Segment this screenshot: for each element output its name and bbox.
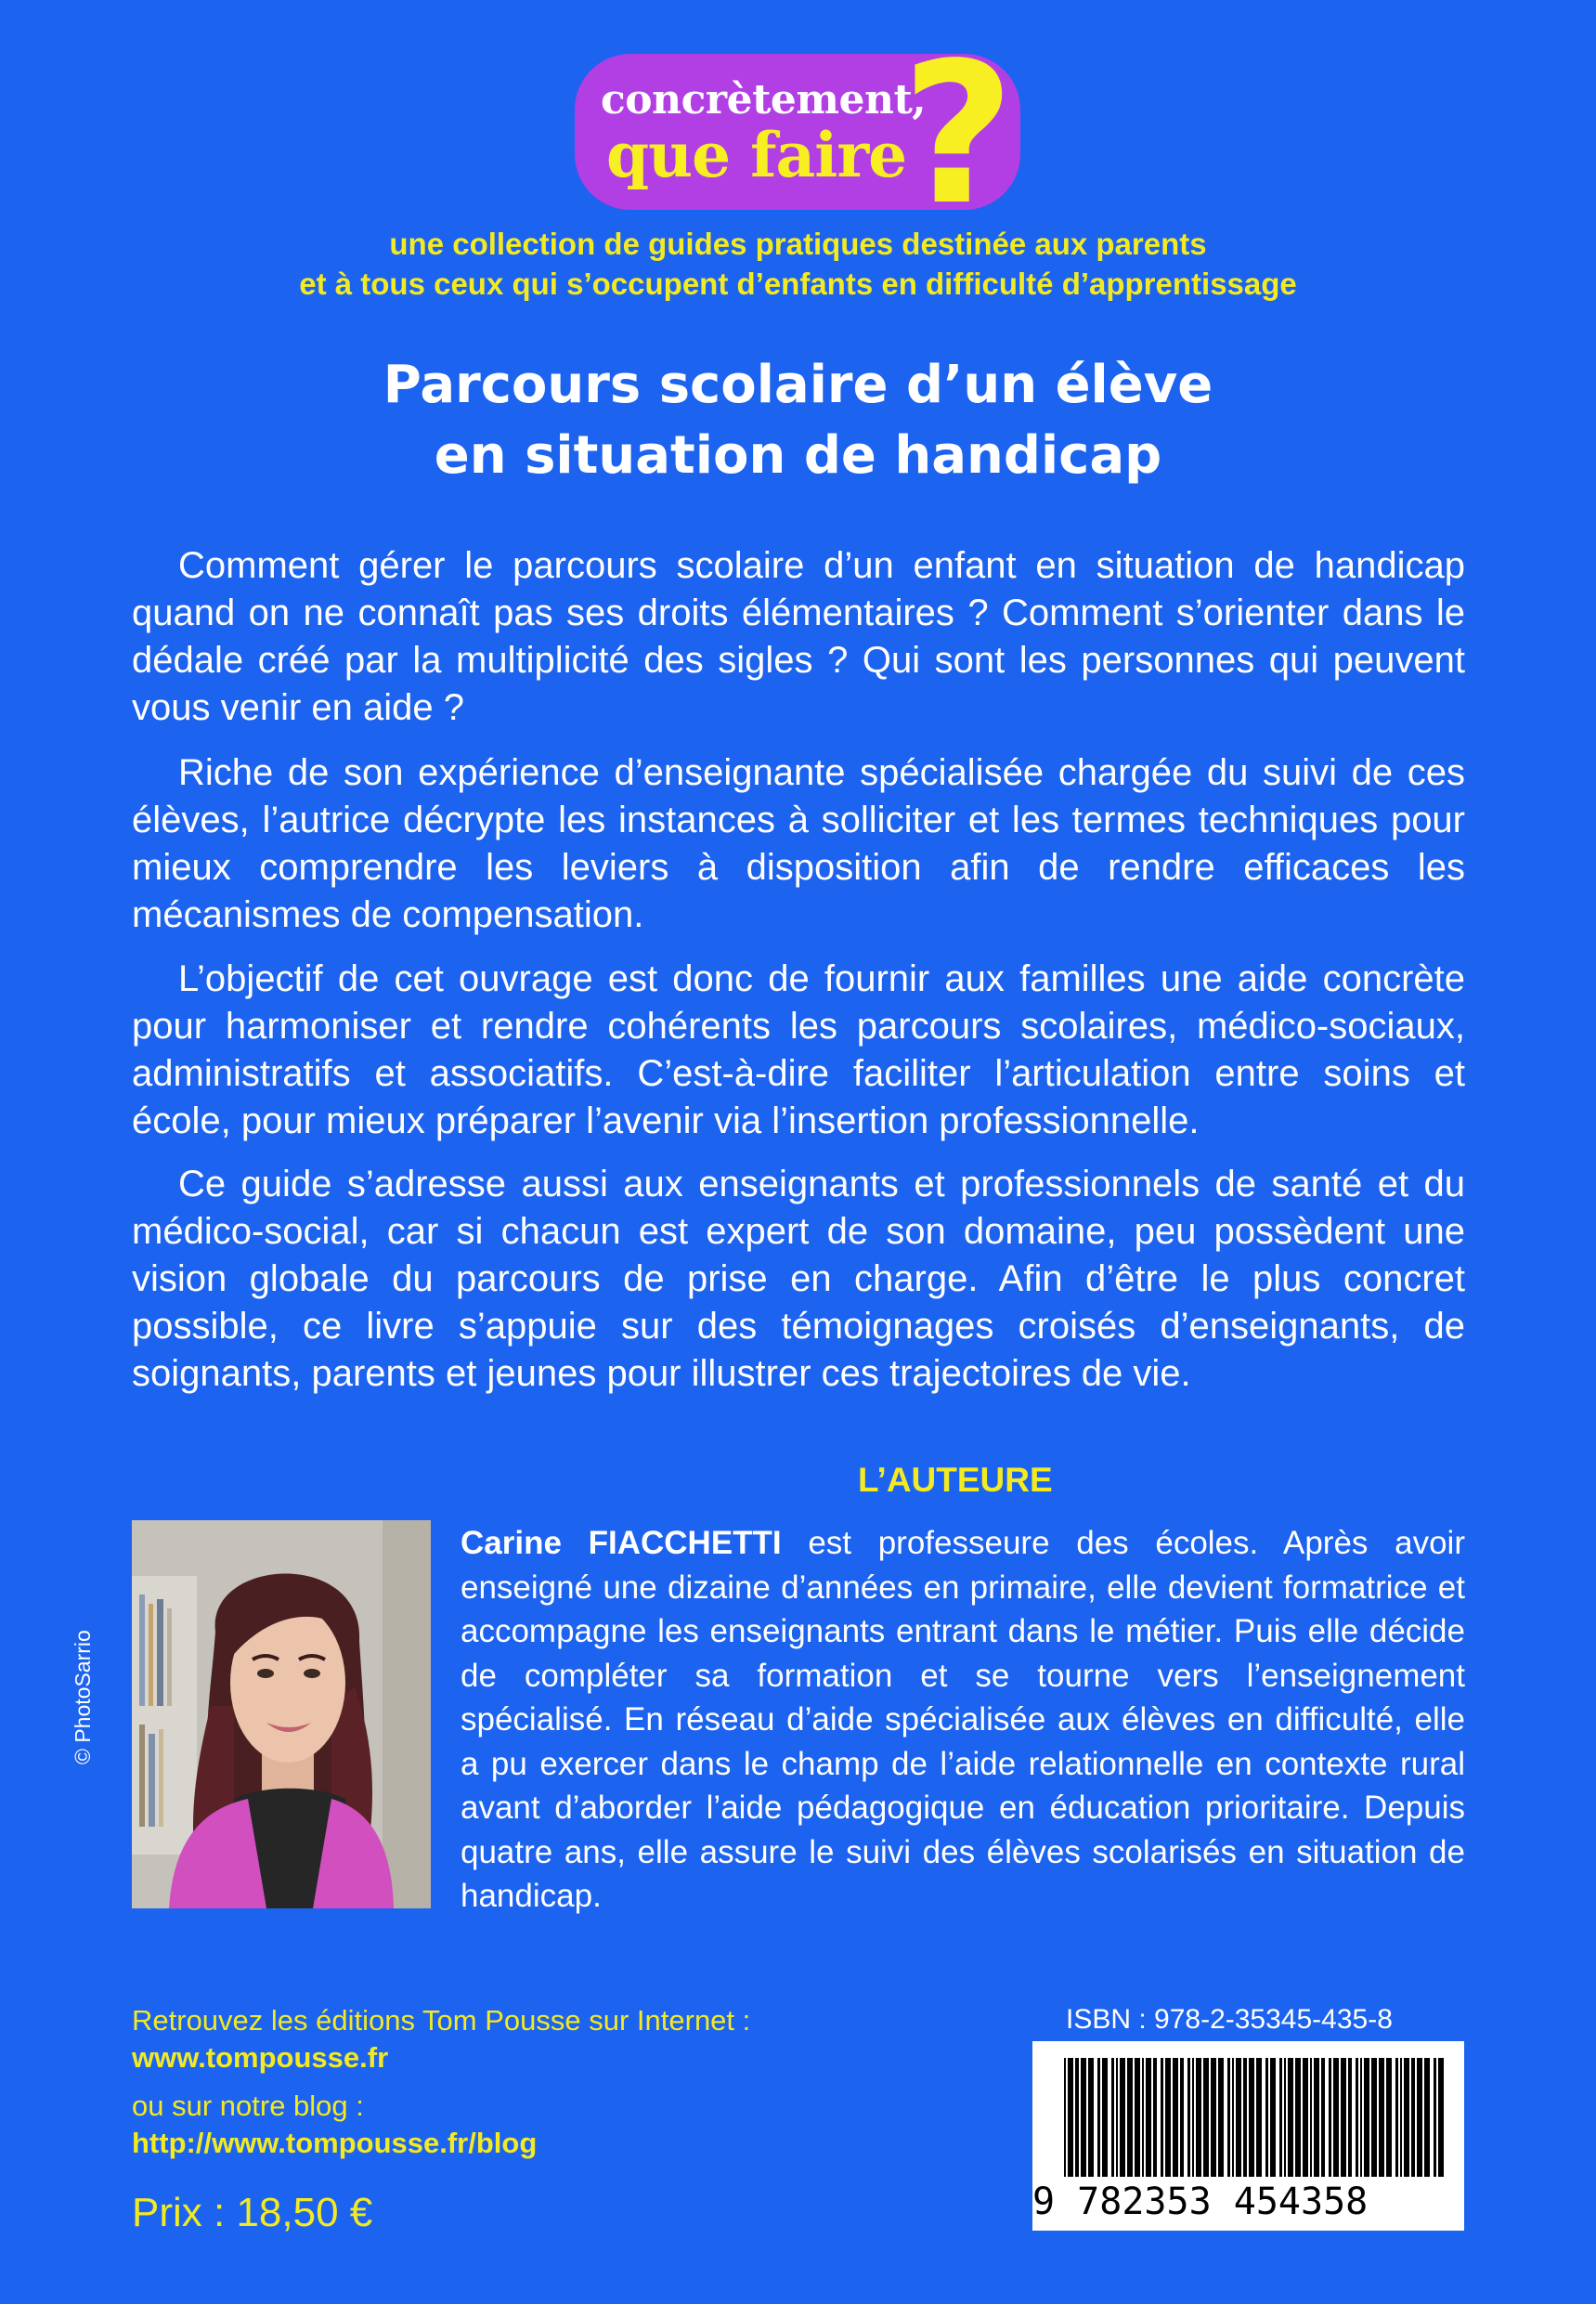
barcode-bar (1146, 2058, 1151, 2177)
barcode-bar (1295, 2058, 1301, 2177)
barcode-bar (1400, 2058, 1402, 2177)
barcode-bar (1142, 2058, 1144, 2177)
barcode-bar (1395, 2058, 1398, 2177)
barcode-bar (1341, 2058, 1346, 2177)
barcode-bars (1032, 2041, 1464, 2180)
blog-label: ou sur notre blog : (132, 2089, 364, 2122)
barcode-bar (1404, 2058, 1409, 2177)
barcode-bar (1236, 2058, 1241, 2177)
barcode-bar (1192, 2058, 1194, 2177)
barcode-bar (1102, 2058, 1108, 2177)
price: Prix : 18,50 € (132, 2190, 373, 2235)
barcode-bar (1310, 2058, 1312, 2177)
summary-paragraph-4: Ce guide s’adresse aussi aux enseignants et professionnels de santé et du médico-social, car si chacun est expert de son domaine, peu possèdent une vision globale du parcours de prise en charge. Afin d’être le plus concret possible, ce livre s’appuie sur des témoignages croisés d’enseignants, de soignants, parents et jeunes pour illustrer ces trajectoires de vie. (132, 1164, 1465, 1394)
book-title-line-1: Parcours scolaire d’un élève (383, 355, 1213, 415)
internet-label: Retrouvez les éditions Tom Pousse sur Internet : (132, 2004, 751, 2037)
barcode-bar (1329, 2058, 1331, 2177)
logo-line-1: concrètement, (601, 76, 927, 124)
barcode-bar (1161, 2058, 1163, 2177)
barcode-bar (1088, 2058, 1094, 2177)
author-name: Carine FIACCHETTI (461, 1525, 782, 1561)
barcode-bar (1360, 2058, 1362, 2177)
barcode-bar (1127, 2058, 1133, 2177)
barcode-bar (1371, 2058, 1377, 2177)
barcode-bar (1270, 2058, 1276, 2177)
barcode-bar (1068, 2058, 1073, 2177)
barcode-bar (1081, 2058, 1086, 2177)
barcode-bar (1180, 2058, 1184, 2177)
barcode-bar (1227, 2058, 1230, 2177)
barcode-bar (1153, 2058, 1157, 2177)
barcode-bar (1386, 2058, 1392, 2177)
collection-tagline-line-2: et à tous ceux qui s’occupent d’enfants en difficulté d’apprentissage (299, 267, 1297, 301)
summary-paragraph-3: L’objectif de cet ouvrage est donc de fournir aux familles une aide concrète pour harmoniser et rendre cohérents les parcours scolaires, médico-sociaux, administratifs et associatifs. C’est-à-dire faciliter l’articulation entre soins et école, pour mieux préparer l’avenir via l’insertion professionnelle. (132, 958, 1465, 1141)
barcode-bar (1424, 2058, 1430, 2177)
barcode-bar (1256, 2058, 1262, 2177)
barcode-bar (1348, 2058, 1352, 2177)
barcode-bar (1249, 2058, 1254, 2177)
barcode-bar (1232, 2058, 1234, 2177)
logo-line-2: que faire (606, 119, 907, 191)
barcode-bar (1265, 2058, 1268, 2177)
barcode-bar (1075, 2058, 1079, 2177)
barcode-bar (1196, 2058, 1201, 2177)
barcode-bar (1411, 2058, 1415, 2177)
barcode-bar (1203, 2058, 1209, 2177)
question-mark-icon: ? (902, 20, 1015, 248)
barcode-bar (1173, 2058, 1178, 2177)
barcode-bar (1288, 2058, 1293, 2177)
blog-link[interactable]: http://www.tompousse.fr/blog (132, 2127, 538, 2159)
barcode-bar (1116, 2058, 1118, 2177)
barcode-bar (1438, 2058, 1444, 2177)
author-bio (461, 1521, 1465, 1919)
collection-tagline-line-1: une collection de guides pratiques destinée aux parents (389, 227, 1207, 261)
photo-credit: © PhotoSarrio (71, 1630, 95, 1764)
barcode-bar (1218, 2058, 1224, 2177)
author-bio-text: est professeure des écoles. Après avoir enseigné une dizaine d’années en primaire, elle devient formatrice et accompagne les enseignants entrant dans le métier. Puis elle décide de compléter sa formation et se tourne vers l’enseignement spécialisé. En réseau d’aide spécialisée aux élèves en difficulté, elle a pu exercer dans le champ de l’aide relationnelle en contexte rural avant d’aborder l’aide pédagogique en éducation prioritaire. Depuis quatre ans, elle assure le suivi des élèves scolarisés en situation de handicap. (461, 1525, 1465, 1914)
barcode (1032, 2041, 1464, 2231)
barcode-bar (1333, 2058, 1339, 2177)
barcode-bar (1097, 2058, 1100, 2177)
author-photo (132, 1520, 431, 1908)
barcode-bar (1379, 2058, 1384, 2177)
author-heading: L’AUTEURE (858, 1461, 1053, 1499)
barcode-digits: 9 782353 454358 (1032, 2180, 1369, 2223)
summary-paragraph-1: Comment gérer le parcours scolaire d’un enfant en situation de handicap quand on ne connaît pas ses droits élémentaires ? Comment s’orienter dans le dédale créé par la multiplicité des sigles ? Qui sont les personnes qui peuvent vous venir en aide ? (132, 545, 1465, 728)
website-link[interactable]: www.tompousse.fr (132, 2041, 389, 2074)
collection-logo (575, 20, 1020, 248)
barcode-bar (1434, 2058, 1436, 2177)
barcode-bar (1243, 2058, 1247, 2177)
barcode-bar (1135, 2058, 1140, 2177)
book-title-line-2: en situation de handicap (434, 425, 1162, 486)
barcode-bar (1314, 2058, 1319, 2177)
barcode-bar (1111, 2058, 1114, 2177)
summary-paragraph-2: Riche de son expérience d’enseignante spécialisée chargée du suivi de ces élèves, l’autrice décrypte les instances à solliciter et les termes techniques pour mieux comprendre les leviers à disposition afin de rendre efficaces les mécanismes de compensation. (132, 752, 1465, 935)
barcode-bar (1356, 2058, 1358, 2177)
barcode-bar (1284, 2058, 1286, 2177)
barcode-bar (1165, 2058, 1171, 2177)
isbn: ISBN : 978-2-35345-435-8 (1066, 2004, 1393, 2035)
barcode-bar (1417, 2058, 1422, 2177)
barcode-bar (1279, 2058, 1282, 2177)
barcode-bar (1187, 2058, 1190, 2177)
barcode-bar (1120, 2058, 1125, 2177)
barcode-bar (1211, 2058, 1216, 2177)
barcode-bar (1303, 2058, 1308, 2177)
barcode-bar (1364, 2058, 1369, 2177)
barcode-bar (1064, 2058, 1066, 2177)
barcode-bar (1321, 2058, 1325, 2177)
